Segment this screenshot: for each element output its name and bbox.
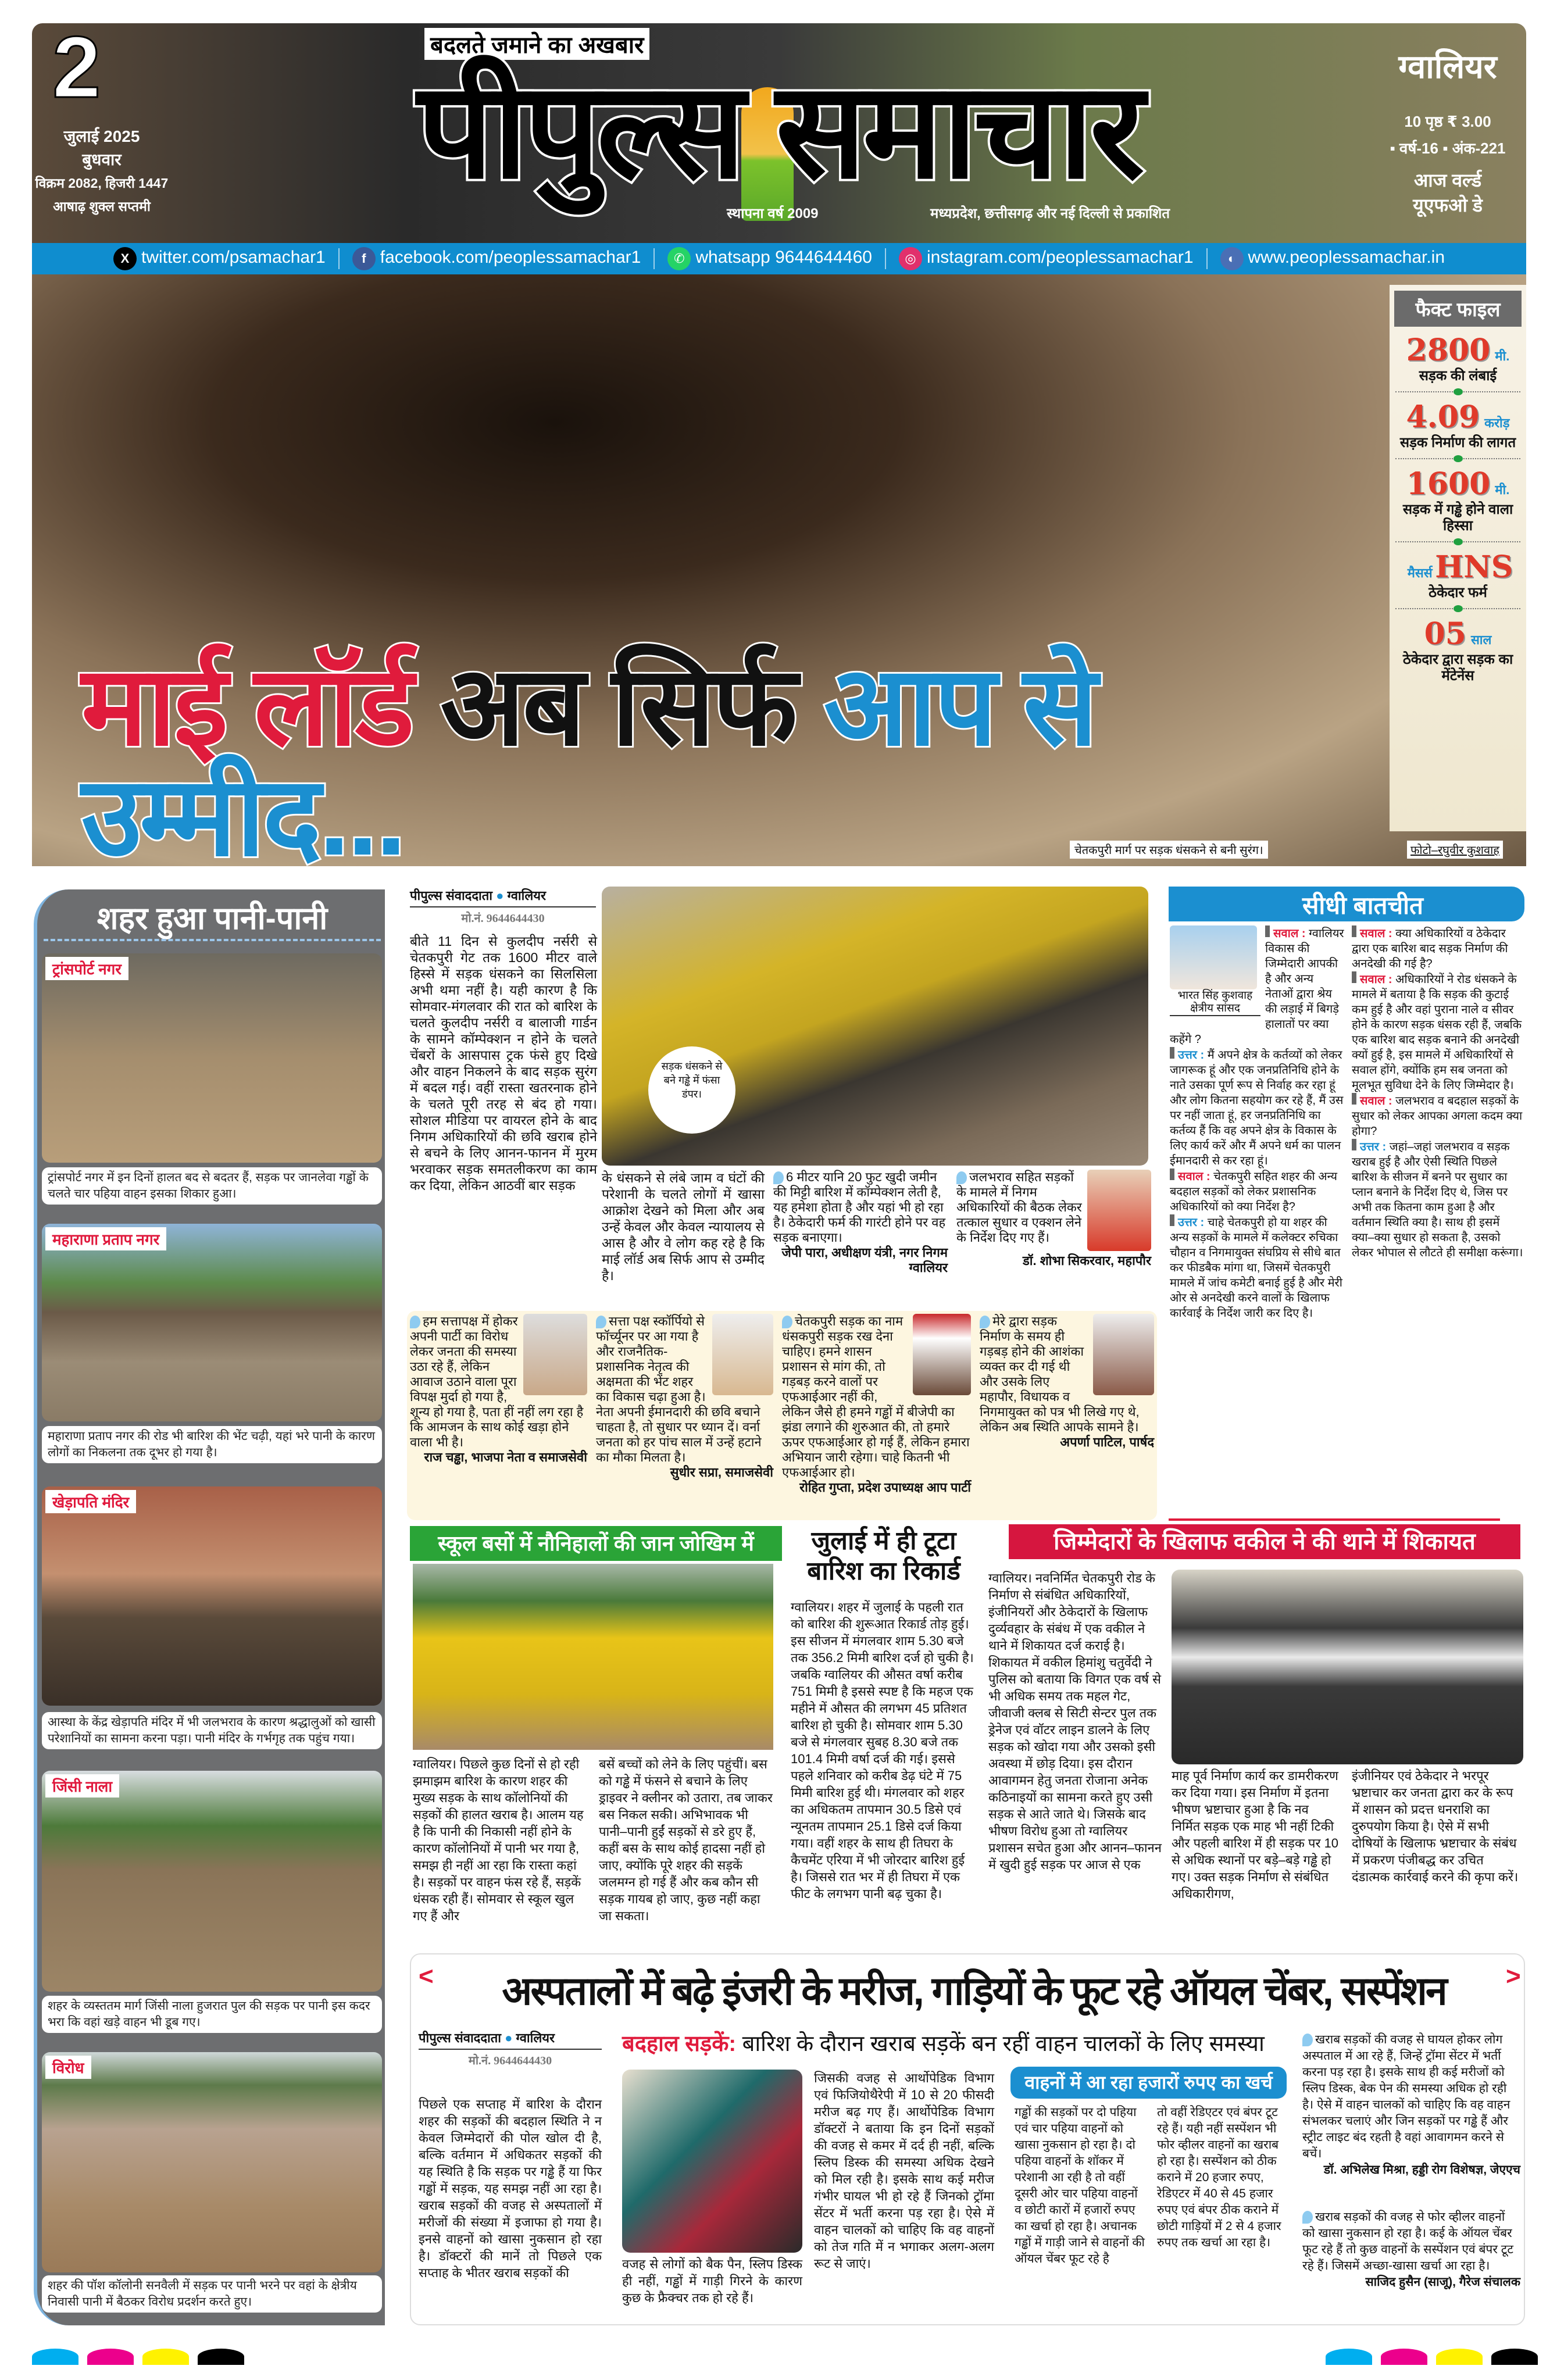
- question-text: ग्वालियर विकास की जिम्मेदारी आपकी है और अन्य नेताओं द्वारा श्रेय की लड़ाई में बिगड़े हालातों पर क्या कहेंगे ?: [1170, 927, 1344, 1046]
- tagline: बदलते जमाने का अखबार: [424, 28, 649, 60]
- fact-label: ठेकेदार फर्म: [1429, 585, 1487, 601]
- photo-doctor-patient: [622, 2070, 802, 2253]
- rain-record-body: ग्वालियर। शहर में जुलाई के पहली रात को बारिश की शुरूआत रिकार्ड तोड़ हुई। इस सीजन में मंगलवार शाम 5.30 बजे तक 356.2 मिमी बारिश दर्ज हो चुकी है। जबकि ग्वालियर की औसत वर्षा करीब 751 मिमी है इससे स्पष्ट है कि महज एक महीने में औसत की लगभग 45 प्रतिशत बारिश हो चुकी है। सोमवार शाम 5.30 बजे से मंगलवार सुबह 8.30 बजे तक 101.4 मिमी वर्षा दर्ज की गई। इससे पहले शनिवार को करीब डेढ़ घंटे में 75 मिमी बारिश हुई थी। मंगलवार को शहर का अधिकतम तापमान 30.5 डिसे एवं न्यूनतम तापमान 25.1 डिसे दर्ज किया गया। वहीं शहर के साथ ही तिघरा के कैचमेंट एरिया में भी जोरदार बारिश हुई है। जिससे रात भर में ही तिघरा में एक फीट के लगभग पानी बढ़ चुका है।: [791, 1600, 974, 1901]
- facebook-label: facebook.com/peoplessamachar1: [380, 248, 641, 267]
- registration-mark-black: [1491, 2349, 1538, 2365]
- photo-callout: सड़क धंसकने से बने गड्ढे में फंसा डंपर।: [648, 1046, 735, 1134]
- photo-tag: महाराणा प्रताप नगर: [45, 1227, 166, 1250]
- divider: [1395, 608, 1520, 609]
- school-bus-col2: बसें बच्चों को लेने के लिए पहुंचीं। बस को गड्ढे में फंसने से बचाने के लिए ड्राइवर ने क्लीनर को उतारा, तब जाकर बस निकल सकी। अभिभावक भी पानी–पानी हुईं सड़कों से डरे हुए हैं, कहीं बस के साथ कोई हादसा नहीं हो जाए, क्योंकि पूरे शहर की सड़कें जलमग्न हो गई हैं और कब कौन सी सड़क गायब हो जाए, कुछ नहीं कहा जा सकता।: [599, 1757, 773, 1923]
- byline-block: [410, 887, 596, 925]
- headline-black: अब सिर्फ: [440, 645, 795, 768]
- registration-mark-magenta: [87, 2349, 134, 2365]
- answer-label: उत्तर :: [1178, 1049, 1205, 1062]
- reaction-author: सुधीर सप्रा, समाजसेवी: [670, 1465, 773, 1480]
- mp-caption: [1170, 989, 1260, 1016]
- main-headline: [81, 645, 1384, 878]
- calendar: विक्रम 2082, हिजरी 1447: [35, 176, 169, 191]
- globe-icon: ◐: [1220, 247, 1244, 270]
- lawyer-col2: माह पूर्व निर्माण कार्य कर डामरीकरण कर दिया गया। इस निर्माण में इतना भीषण भ्रष्टाचार हुआ है कि नव निर्मित सड़क एक माह भी नहीं टिकी और पहली बारिश में ही सड़क पर 10 से अधिक स्थानों पर बड़े–बड़े गड्ढे हो गए। उक्त सड़क निर्माण से संबंधित अधिकारीगण,: [1172, 1768, 1339, 1901]
- tithi: आषाढ़ शुक्ल सप्तमी: [53, 199, 151, 214]
- reaction-author: राज चड्ढा, भाजपा नेता व समाजसेवी: [424, 1450, 587, 1464]
- fact-file: [1390, 285, 1526, 831]
- quote-icon: [410, 1316, 420, 1328]
- today-line2: यूएफओ डे: [1413, 195, 1483, 216]
- quote-icon: [782, 1316, 792, 1328]
- reaction-author: अपर्णा पाटिल, पार्षद: [1060, 1435, 1154, 1449]
- whatsapp-label: whatsapp 9644644460: [695, 248, 872, 267]
- photo-caption: शहर की पॉश कॉलोनी सनवैली में सड़क पर पानी भरने पर वहां के क्षेत्रीय निवासी पानी में बैठकर विरोध प्रदर्शन करते हुए।: [42, 2275, 382, 2313]
- reaction-item: [410, 1314, 587, 1465]
- weekday: बुधवार: [82, 151, 122, 169]
- mp-name: भारत सिंह कुशवाह: [1177, 989, 1253, 1002]
- hospital-col1: पिछले एक सप्ताह में बारिश के दौरान शहर की सड़कों की बदहाल स्थिति ने न केवल जिम्मेदारों की पोल खोल दी है, बल्कि वर्तमान में अधिकतर सड़कों की यह स्थिति है कि सड़क पर गड्ढे हैं या फिर गड्ढों में सड़क, यह समझ नहीं आ रहा है। खराब सड़कों की वजह से अस्पतालों में मरीजों की संख्या में इजाफा हो गया है। इनसे वाहनों को खासा नुकसान हो रहा है। डॉक्टरों की मानें तो पिछले एक सप्ताह के भीतर खराब सड़कों की: [419, 2097, 602, 2280]
- hospital-col2: वजह से लोगों को बैक पैन, स्लिप डिस्क ही नहीं, गड्ढों में गाड़ी गिरने के कारण कुछ के फ्रैक्चर तक हो रहे हैं।: [622, 2257, 802, 2305]
- quote-icon: [980, 1316, 990, 1328]
- registration-mark-cyan: [1326, 2349, 1372, 2365]
- divider: [44, 939, 381, 941]
- fact-unit: मैसर्स: [1407, 566, 1433, 580]
- mp-role: क्षेत्रीय सांसद: [1190, 1002, 1241, 1014]
- edition-block: [1378, 47, 1517, 217]
- school-bus-headline: स्कूल बसों में नौनिहालों की जान जोखिम में: [410, 1526, 782, 1561]
- date-month-year: जुलाई 2025: [63, 127, 140, 145]
- fact-item: [1390, 549, 1526, 601]
- registration-mark-cyan: [32, 2349, 78, 2365]
- fact-value: HNS: [1435, 549, 1513, 585]
- website-label: www.peoplessamachar.in: [1248, 248, 1445, 267]
- mp-profile: [1170, 925, 1260, 1016]
- question-text: क्या अधिकारियों व ठेकेदार द्वारा एक बारिश बाद सड़क निर्माण की अनदेखी की गई है?: [1352, 927, 1508, 970]
- photo-tag: ट्रांसपोर्ट नगर: [45, 957, 128, 980]
- answer-text: चाहे चेतकपुरी हो या शहर की अन्य सड़कों के मामले में कलेक्टर रुचिका चौहान व निगमायुक्त संघप्रिय से सीधे बात कर फीडबैक मांगा था, जिसमें चेतकपुरी मामले में जांच कमेटी बनाई हुई है और मेरी ओर से अनदेखी करने वालों के खिलाफ कार्रवाई के निर्देश जारी कर दिए है।: [1170, 1216, 1342, 1320]
- pages-price: 10 पृष्ठ ₹ 3.00: [1404, 113, 1491, 130]
- quote-text: खराब सड़कों की वजह से फोर व्हीलर वाहनों को खासा नुकसान हो रहा है। कई के ऑयल चेंबर फूट रहे हैं तो कुछ वाहनों के सस्पेंशन एवं बंपर टूट रहे हैं। जिसमें अच्छा-खासा खर्चा आ रहा है।: [1302, 2210, 1513, 2272]
- instagram-link[interactable]: [899, 247, 1194, 270]
- facebook-link[interactable]: [352, 247, 641, 270]
- fact-label: सड़क में गड्ढे होने वाला हिस्सा: [1402, 502, 1513, 534]
- reaction-text: सत्ता पक्ष स्कॉर्पियो से फॉर्च्यूनर पर आ गया है और राजनैतिक-प्रशासनिक नेतृत्व की अक्षमता की भेंट शहर का विकास चढ़ा हुआ है। नेता अपनी ईमानदारी की छवि बचाने चाहता है, तो सुधार पर ध्यान दें। वर्ना जनता को हर पांच साल में उन्हें हटाने का मौका मिलता है।: [596, 1314, 762, 1464]
- mayor-photo: [1087, 1170, 1151, 1251]
- quote-author: डॉ. अभिलेख मिश्रा, हड्डी रोग विशेषज्ञ, जेएएच: [1323, 2163, 1520, 2177]
- fact-value: 2800: [1406, 333, 1491, 368]
- reaction-text: हम सत्तापक्ष में होकर अपनी पार्टी का विरोध लेकर जनता की समस्या उठा रहे हैं, लेकिन आवाज उठाने वाला पूरा विपक्ष मुर्दा हो गया है, शून्य हो गया है, पता हीं नहीं लग रहा है कि आमजन के साथ कोई खड़ा होने वाला भी है।: [410, 1314, 584, 1449]
- photo-virodh-protest: [42, 2052, 382, 2272]
- byline: पीपुल्स संवाददाता ● ग्वालियर: [419, 2029, 602, 2050]
- fact-label: ठेकेदार द्वारा सड़क का मेंटेनेंस: [1402, 652, 1513, 684]
- subhead-text: बारिश के दौरान खराब सड़कें बन रहीं वाहन चालकों के लिए समस्या: [742, 2032, 1265, 2056]
- whatsapp-link[interactable]: [667, 247, 872, 270]
- hospital-col3: जिसकी वजह से आर्थोपेडिक विभाग एवं फिजियोथैरेपी में 10 से 20 फीसदी मरीज बढ़ गए हैं। आर्थोपेडिक विभाग डॉक्टरों ने बताया कि इन दिनों सड़कों की वजह से कमर में दर्द ही नहीं, बल्कि स्लिप डिस्क की समस्या अधिक देखने को मिल रही है। इसके साथ कई मरीज गंभीर घायल भी हो रहे हैं जिनको ट्रॉमा सेंटर में भर्ती करना पड़ रहा है। ऐसे में वाहन चालकों को चाहिए कि वह वाहनों को तेज गति में न भगाकर अलग-अलग रूट से जाएं।: [814, 2071, 994, 2271]
- fact-unit: साल: [1470, 632, 1492, 647]
- byline-city: ग्वालियर: [507, 888, 546, 903]
- reaction-photo: [913, 1314, 971, 1395]
- hero-caption: चेतकपुरी मार्ग पर सड़क धंसकने से बनी सुरंग।: [1070, 841, 1268, 859]
- photo-caption: ट्रांसपोर्ट नगर में इन दिनों हालत बद से बदतर हैं, सड़क पर जानलेवा गड्ढों के चलते चार पहिया वाहन इसका शिकार हुआ।: [42, 1167, 382, 1205]
- photo-khedapati-mandir: [42, 1486, 382, 1706]
- quote-author: साजिद हुसैन (साजू), गैरेज संचालक: [1365, 2275, 1520, 2289]
- subhead-kicker: बदहाल सड़कें:: [622, 2032, 737, 2056]
- reaction-text: चेतकपुरी सड़क का नाम धंसकपुरी सड़क रख देना चाहिए। हमने शासन प्रशासन से मांग की, तो गड़बड़ करने वालों पर एफआईआर नहीं की, लेकिन जैसे ही हमने गड्ढों में बीजेपी का झंडा लगाने की शुरुआत की, तो हमारे ऊपर एफआईआर हो गई हैं, लेकिन हमारा अभियान जारी रहेगा। चाहे कितनी भी एफआईआर हो।: [782, 1314, 970, 1480]
- reaction-item: [980, 1314, 1154, 1450]
- chevron-left-icon: <: [419, 1962, 434, 1991]
- divider: [1395, 458, 1520, 459]
- edition-city: ग्वालियर: [1398, 48, 1497, 85]
- answer-label: उत्तर :: [1360, 1141, 1387, 1153]
- question-label: सवाल :: [1273, 927, 1306, 940]
- question-label: सवाल :: [1360, 1095, 1392, 1107]
- quote-doctor: [1302, 2032, 1520, 2178]
- question-label: सवाल :: [1360, 927, 1392, 940]
- quote-garage-owner: [1302, 2209, 1520, 2290]
- expense-col2: तो वहीं रेडिएटर एवं बंपर टूट रहे हैं। यही नहीं सस्पेंशन भी फोर व्हीलर वाहनों का खराब हो रहा है। सस्पेंशन को ठीक कराने में 20 हजार रुपए, रेडिएटर में 40 से 45 हजार रुपए एवं बंपर ठीक कराने में छोटी गाड़ियों में 2 से 4 हजार रुपए तक खर्चा आ रहा है।: [1157, 2106, 1281, 2249]
- hospital-subhead: [622, 2028, 1265, 2058]
- quote-author: डॉ. शोभा सिकरवार, महापौर: [1023, 1253, 1151, 1268]
- divider: [1395, 391, 1520, 392]
- photo-school-bus: [413, 1564, 773, 1750]
- photo-caption: आस्था के केंद्र खेड़ापति मंदिर में भी जलभराव के कारण श्रद्धालुओं को खासी परेशानियों का सामना करना पड़ा। पानी मंदिर के गर्भगृह तक पहुंच गया।: [42, 1712, 382, 1749]
- lawyer-col1: ग्वालियर। नवनिर्मित चेतकपुरी रोड के निर्माण से संबंधित अधिकारियों, इंजीनियरों और ठेकेदारों के खिलाफ दुर्व्यवहार के संबंध में एक वकील ने थाने में शिकायत दर्ज कराई है। शिकायत में वकील हिमांशु चतुर्वेदी ने पुलिस को बताया कि विगत एक वर्ष से भी अधिक समय तक महल गेट, जीवाजी क्लब से सिटी सेन्टर पुल तक ड्रेनेज एवं वॉटर लाइन डालने के लिए सड़क को खोदा गया और उसको इसी अवस्था में छोड़ दिया। इस दौरान आवागमन हेतु जनता रोजाना अनेक कठिनाइयों का सामना करते हुए उसी सड़क से आते जाते थे। जिसके बाद भीषण विरोध हुआ तो ग्वालियर प्रशासन सचेत हुआ और आनन–फानन में खुदी हुई सड़क पर आज से एक: [988, 1571, 1162, 1872]
- answer-text: जहां–जहां जलभराव व सड़क खराब हुई है और ऐसी स्थिति पिछले बारिश के सीजन में बनने पर सुधार का प्लान बनाने के निर्देश दिए थे, जिस पर अभी तक कितना काम हुआ है और वर्तमान स्थिति क्या है। साथ ही इसमें क्या–क्या सुधार हो सकता है, उसको लेकर भोपाल से लौटते ही समीक्षा करूंगा।: [1352, 1141, 1523, 1259]
- quote-icon: [1302, 2211, 1313, 2224]
- quote-icon: [956, 1171, 967, 1184]
- instagram-icon: ◎: [899, 247, 922, 270]
- fact-item: [1390, 466, 1526, 534]
- reaction-item: [596, 1314, 773, 1480]
- reaction-photo: [712, 1314, 773, 1395]
- volume-issue: ▪ वर्ष-16 ▪ अंक-221: [1390, 140, 1506, 157]
- date-day: 2: [52, 18, 101, 116]
- question-text: अधिकारियों ने रोड धंसकने के मामले में बताया है कि सड़क की कुटाई कम हुई है और वहां पुराना नाले व सीवर होने के कारण सड़क धंसक रही हैं, जबकि एक बारिश बाद सड़क बनाने की अनदेखी क्यों हुई है, इस मामले में अधिकारियों से सवाल होंगे, क्योंकि हम सब जनता को मूलभूत सुविधा देने के लिए जिम्मेदार है।: [1352, 973, 1522, 1092]
- byline: पीपुल्स संवाददाता ● ग्वालियर: [410, 887, 596, 907]
- chevron-right-icon: >: [1506, 1962, 1521, 1991]
- question-label: सवाल :: [1360, 973, 1392, 986]
- byline-reporter: पीपुल्स संवाददाता: [410, 888, 492, 903]
- fact-item: [1390, 616, 1526, 684]
- mp-photo: [1170, 925, 1257, 989]
- interview-col2: [1352, 925, 1523, 1260]
- answer-text: मैं अपने क्षेत्र के कर्तव्यों को लेकर जागरूक हूं और एक जनप्रतिनिधि होने के नाते उसका पूर्ण रूप से निर्वाह कर रहा हूं और लोग कितना सहयोग कर रहे हैं, मैं उस पर नहीं जाता हूं, हर जनप्रतिनिधि का कर्तव्य हैं कि वह अपने क्षेत्र के विकास के लिए कार्य करें और मैं अपने धर्म का पालन ईमानदारी से कर रहा हूं।: [1170, 1049, 1344, 1167]
- reaction-item: [782, 1314, 971, 1495]
- published-from: मध्यप्रदेश, छत्तीसगढ़ और नई दिल्ली से प्रकाशित: [930, 206, 1170, 221]
- reaction-photo: [523, 1314, 587, 1395]
- expense-col1: गड्ढों की सड़कों पर दो पहिया एवं चार पहिया वाहनों को खासा नुकसान हो रहा है। दो पहिया वाहनों के शॉकर में परेशानी आ रही है तो वहीं दूसरी ओर चार पहिया वाहनों व छोटी कारों में हजारों रुपए का खर्चा हो रहा है। अचानक गड्ढों में गाड़ी जाने से वाहनों की ऑयल चेंबर फूट रहे है: [1015, 2106, 1145, 2265]
- quote-text: खराब सड़कों की वजह से घायल होकर लोग अस्पताल में आ रहे हैं, जिन्हें ट्रॉमा सेंटर में भर्ती करना पड़ रहा है। इसके साथ ही कई मरीजों को स्लिप डिस्क, बेक पेन की समस्या अधिक हो रही है। ऐसे में वाहन चालकों को चाहिए कि वह वाहन संभलकर चलाएं और जिन सड़कों पर गड्ढे हैं और स्ट्रीट लाइट बंद रहती है वहां आवागमन करने से बचें।: [1302, 2033, 1510, 2160]
- headline-red: माई लॉर्ड: [81, 645, 412, 768]
- photo-jinsi-nala: [42, 1771, 382, 1992]
- newspaper-title: पीपुल्स समाचार: [417, 55, 1141, 205]
- reaction-text: मेरे द्वारा सड़क निर्माण के समय ही गड़बड़ होने की आशंका व्यक्त कर दी गई थी और उसके लिए महापौर, विधायक व निगमायुक्त को पत्र भी लिखे गए थे, लेकिन अब स्थिति आपके सामने है।: [980, 1314, 1140, 1434]
- reaction-photo: [1093, 1314, 1154, 1395]
- answer-label: उत्तर :: [1178, 1216, 1205, 1229]
- quote-text: जलभराव सहित सड़कों के मामले में निगम अधिकारियों की बैठक लेकर तत्काल सुधार व एक्शन लेने के निर्देश दिए गए हैं।: [956, 1170, 1082, 1245]
- photo-transport-nagar: [42, 953, 382, 1163]
- interview-title: सीधी बातचीत: [1302, 892, 1423, 919]
- interview-col1: [1170, 925, 1344, 1321]
- byline-block: [419, 2029, 602, 2068]
- divider: [1169, 1518, 1500, 1521]
- fact-unit: मी.: [1495, 483, 1510, 497]
- x-twitter-icon: X: [113, 247, 137, 270]
- reporter-mobile: मो.नं. 9644644430: [461, 912, 545, 925]
- quote-mayor: [956, 1170, 1151, 1268]
- whatsapp-icon: ✆: [667, 247, 691, 270]
- masthead-logo: [256, 52, 1302, 205]
- fact-label: सड़क की लंबाई: [1419, 368, 1497, 384]
- fact-item: [1390, 333, 1526, 384]
- registration-mark-magenta: [1381, 2349, 1427, 2365]
- school-bus-col1: ग्वालियर। पिछले कुछ दिनों से हो रही झमाझम बारिश के कारण शहर की मुख्य सड़क के साथ कॉलोनियों की सड़कों की हालत खराब है। आलम यह है कि पानी की निकासी नहीं होने के कारण कॉलोनियों में पानी भर गया है, समझ ही नहीं आ रहा कि रास्ता कहां है। सड़कों पर वाहन फंस रहे हैं, सड़कें धंसक रही हैं। सोमवार से स्कूल खुल गए हैं और: [413, 1757, 584, 1923]
- headline-blue: आप से उम्मीद...: [81, 645, 1096, 878]
- photo-tag: जिंसी नाला: [45, 1774, 119, 1797]
- expense-box-title: वाहनों में आ रहा हजारों रुपए का खर्च: [1010, 2067, 1287, 2099]
- registration-mark-yellow: [1436, 2349, 1483, 2365]
- divider: [1395, 541, 1520, 542]
- byline-city: ग्वालियर: [516, 2031, 555, 2045]
- quote-jp-para: [773, 1170, 948, 1275]
- photo-caption: महाराणा प्रताप नगर की रोड भी बारिश की भेंट चढ़ी, यहां भरे पानी के कारण लोगों का निकलना तक दूभर हो गया है।: [42, 1426, 382, 1463]
- photo-feature-title: शहर हुआ पानी-पानी: [97, 901, 328, 936]
- twitter-link[interactable]: [113, 247, 326, 270]
- photo-tag: विरोध: [45, 2056, 91, 2079]
- lawyer-col3: इंजीनियर एवं ठेकेदार ने भरपूर भ्रष्टाचार कर जनता द्वारा कर के रूप में शासन को प्रदत्त धनराशि का दुरुपयोग किया है। ऐसे में सभी दोषियों के खिलाफ भ्रष्टाचार के संबंध में प्रकरण पंजीबद्ध कर उचित दंडात्मक कार्रवाई करने की कृपा करें।: [1352, 1768, 1519, 1884]
- hospital-headline: अस्पतालों में बढ़े इंजरी के मरीज, गाड़ियों के फूट रहे ऑयल चेंबर, सस्पेंशन: [502, 1969, 1446, 2013]
- question-label: सवाल :: [1178, 1170, 1210, 1183]
- fact-value: 1600: [1406, 466, 1491, 502]
- date-block: [35, 125, 169, 218]
- facebook-icon: f: [352, 247, 376, 270]
- quote-author: जेपी पारा, अधीक्षण यंत्री, नगर निगम ग्वालियर: [781, 1245, 948, 1275]
- photo-lawyers-at-police-station: [1172, 1570, 1523, 1764]
- fact-unit: मी.: [1495, 349, 1510, 363]
- lawyer-headline: जिम्मेदारों के खिलाफ वकील ने की थाने में शिकायत: [1009, 1524, 1520, 1559]
- instagram-label: instagram.com/peoplessamachar1: [926, 248, 1194, 267]
- main-story-col1: बीते 11 दिन से कुलदीप नर्सरी से चेतकपुरी गेट तक 1600 मीटर वाले हिस्से में सड़क धंसकने का सिलसिला अभी थमा नहीं है। यही कारण है कि सोमवार-मंगलवार की रात को बारिश के चलते कुलदीप नर्सरी व बालाजी गार्डन के सामने कॉम्पेक्शन न होने के चलते चेंबरों के आसपास ट्रक फंसे हुए दिखे और वाहन निकलने के बाद सड़क सुरंग में बदल गई। वहीं रास्ता खतरनाक होने के चलते पूरी तरह से बंद हो गया। सोशल मीडिया पर वायरल होने के बाद निगम अधिकारियों की छवि खराब होने से बचने के लिए आनन-फानन में मुरम भरवाकर सड़क समतलीकरण का काम कर दिया, लेकिन आठवीं बार सड़क: [410, 934, 597, 1193]
- website-link[interactable]: [1220, 247, 1445, 270]
- fact-label: सड़क निर्माण की लागत: [1399, 435, 1516, 451]
- reaction-author: रोहित गुप्ता, प्रदेश उपाध्यक्ष आप पार्टी: [799, 1480, 971, 1495]
- byline-reporter: पीपुल्स संवाददाता: [419, 2031, 501, 2045]
- fact-value: 4.09: [1406, 399, 1480, 435]
- main-story-col2: के धंसकने से लंबे जाम व घंटों की परेशानी के चलते लोगों में खासा आक्रोश देखने को मिला और अब उन्हें केवल और केवल न्यायालय से आस है और वे लोग कह रहे है कि माई लॉर्ड अब सिर्फ आप से उम्मीद है।: [602, 1170, 765, 1283]
- photo-credit: फोटो–रघुवीर कुशवाह: [1407, 841, 1503, 859]
- today-line1: आज वर्ल्ड: [1413, 170, 1482, 191]
- photo-caption: शहर के व्यस्ततम मार्ग जिंसी नाला हुजरात पुल की सड़क पर पानी इस कदर भरा कि वहां खड़े वाहन भी डूब गए।: [42, 1996, 382, 2033]
- registration-mark-yellow: [142, 2349, 189, 2365]
- quote-icon: [1302, 2034, 1313, 2046]
- founded: स्थापना वर्ष 2009: [727, 206, 819, 221]
- social-links-bar: [32, 243, 1526, 274]
- quote-icon: [596, 1316, 606, 1328]
- question-text: चेतकपुरी सहित शहर की अन्य बदहाल सड़कों को लेकर प्रशासनिक अधिकारियों को क्या निर्देश है?: [1170, 1170, 1338, 1213]
- photo-maharana-pratap-nagar: [42, 1224, 382, 1421]
- question-text: जलभराव व बदहाल सड़कों के सुधार को लेकर आपका अगला कदम क्या होगा?: [1352, 1095, 1523, 1138]
- twitter-label: twitter.com/psamachar1: [141, 248, 326, 267]
- fact-file-title: फैक्ट फाइल: [1394, 291, 1522, 327]
- rain-record-headline: जुलाई में ही टूटा बारिश का रिकार्ड: [807, 1527, 960, 1585]
- fact-item: [1390, 399, 1526, 451]
- quote-icon: [773, 1171, 784, 1184]
- registration-mark-black: [198, 2349, 244, 2365]
- photo-tag: खेड़ापति मंदिर: [45, 1490, 136, 1513]
- fact-value: 05: [1424, 616, 1466, 652]
- quote-text: 6 मीटर यानि 20 फुट खुदी जमीन की मिट्टी बारिश में कॉम्पेक्शन लेती है, यह हमेशा होता है और यहां भी हो रहा है। ठेकेदारी फर्म की गारंटी होने पर वह सड़क बनाएगा।: [773, 1170, 946, 1245]
- reporter-mobile: मो.नं. 9644644430: [468, 2054, 552, 2067]
- fact-unit: करोड़: [1484, 416, 1510, 430]
